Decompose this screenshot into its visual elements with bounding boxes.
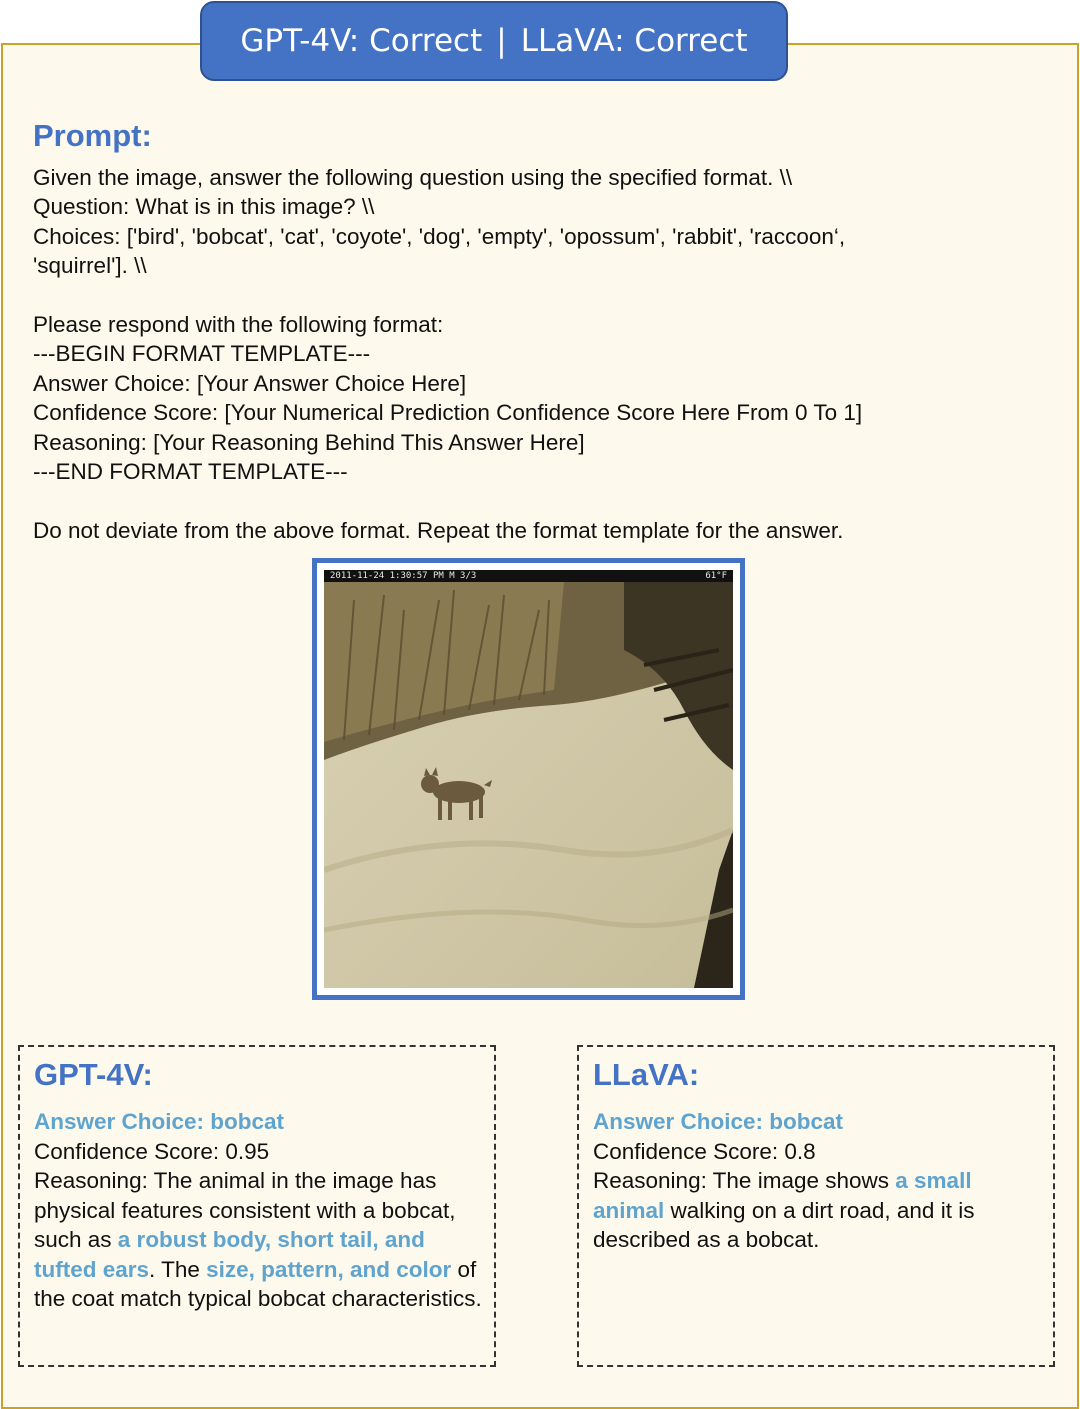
gpt4v-answer-choice: Answer Choice: bobcat <box>34 1109 285 1134</box>
llava-reasoning-text: Reasoning: The image shows <box>593 1168 896 1193</box>
llava-confidence: Confidence Score: 0.8 <box>593 1138 816 1164</box>
gpt4v-title: GPT-4V: <box>34 1057 153 1092</box>
llava-answer-choice: Answer Choice: bobcat <box>593 1109 844 1134</box>
llava-status: LLaVA: Correct <box>520 23 748 59</box>
gpt4v-reasoning <box>34 1166 482 1314</box>
prompt-line: ---END FORMAT TEMPLATE--- <box>33 458 348 484</box>
gpt4v-response <box>34 1107 482 1314</box>
prompt-heading: Prompt: <box>33 118 152 153</box>
llava-title: LLaVA: <box>593 1057 700 1092</box>
prompt-line: Question: What is in this image? \\ <box>33 194 375 220</box>
prompt-line: Answer Choice: [Your Answer Choice Here] <box>33 370 467 396</box>
gpt4v-reasoning-text: of the coat match typical bobcat characteristics. <box>34 1256 482 1311</box>
gpt4v-reasoning-text: . The <box>149 1256 207 1282</box>
prompt-line: Do not deviate from the above format. Repeat the format template for the answer. <box>33 517 844 543</box>
llava-response <box>593 1107 1041 1255</box>
gpt4v-reasoning-highlight: a robust body, short tail, and tufted ears <box>34 1227 425 1282</box>
gpt-status: GPT-4V: Correct <box>240 23 483 59</box>
status-separator: | <box>496 23 507 59</box>
gpt4v-reasoning-highlight: size, pattern, and color <box>206 1256 452 1282</box>
prompt-line: Please respond with the following format: <box>33 311 444 337</box>
prompt-line: 'squirrel']. \\ <box>33 253 147 279</box>
prompt-line: ---BEGIN FORMAT TEMPLATE--- <box>33 341 371 367</box>
gpt4v-answer-box <box>18 1045 496 1367</box>
gpt4v-reasoning-text: Reasoning: The animal in the image has physical features consistent with a bobcat, such as <box>34 1168 456 1252</box>
prompt-line <box>33 486 1053 515</box>
llava-answer-box <box>577 1045 1055 1367</box>
camera-temperature: 61°F <box>705 571 727 581</box>
prompt-line <box>33 281 1053 310</box>
camera-trap-photo <box>324 570 733 988</box>
camera-timestamp: 2011-11-24 1:30:57 PM M 3/3 <box>330 571 477 581</box>
prompt-body <box>33 163 1053 545</box>
camera-trap-image-frame <box>312 558 745 1000</box>
prompt-line: Choices: ['bird', 'bobcat', 'cat', 'coyote', 'dog', 'empty', 'opossum', 'rabbit', 'raccoon‘, <box>33 223 846 249</box>
bobcat-scene-illustration <box>324 570 733 988</box>
prompt-line: Confidence Score: [Your Numerical Prediction Confidence Score Here From 0 To 1] <box>33 400 863 426</box>
result-header-badge <box>200 1 788 81</box>
gpt4v-confidence: Confidence Score: 0.95 <box>34 1138 270 1164</box>
camera-timestamp-bar <box>324 570 733 582</box>
llava-reasoning-highlight: a small animal <box>593 1168 972 1223</box>
prompt-line: Reasoning: [Your Reasoning Behind This Answer Here] <box>33 429 585 455</box>
prompt-line: Given the image, answer the following question using the specified format. \\ <box>33 165 793 190</box>
llava-reasoning-text: walking on a dirt road, and it is described as a bobcat. <box>593 1197 975 1252</box>
llava-reasoning <box>593 1166 1041 1255</box>
